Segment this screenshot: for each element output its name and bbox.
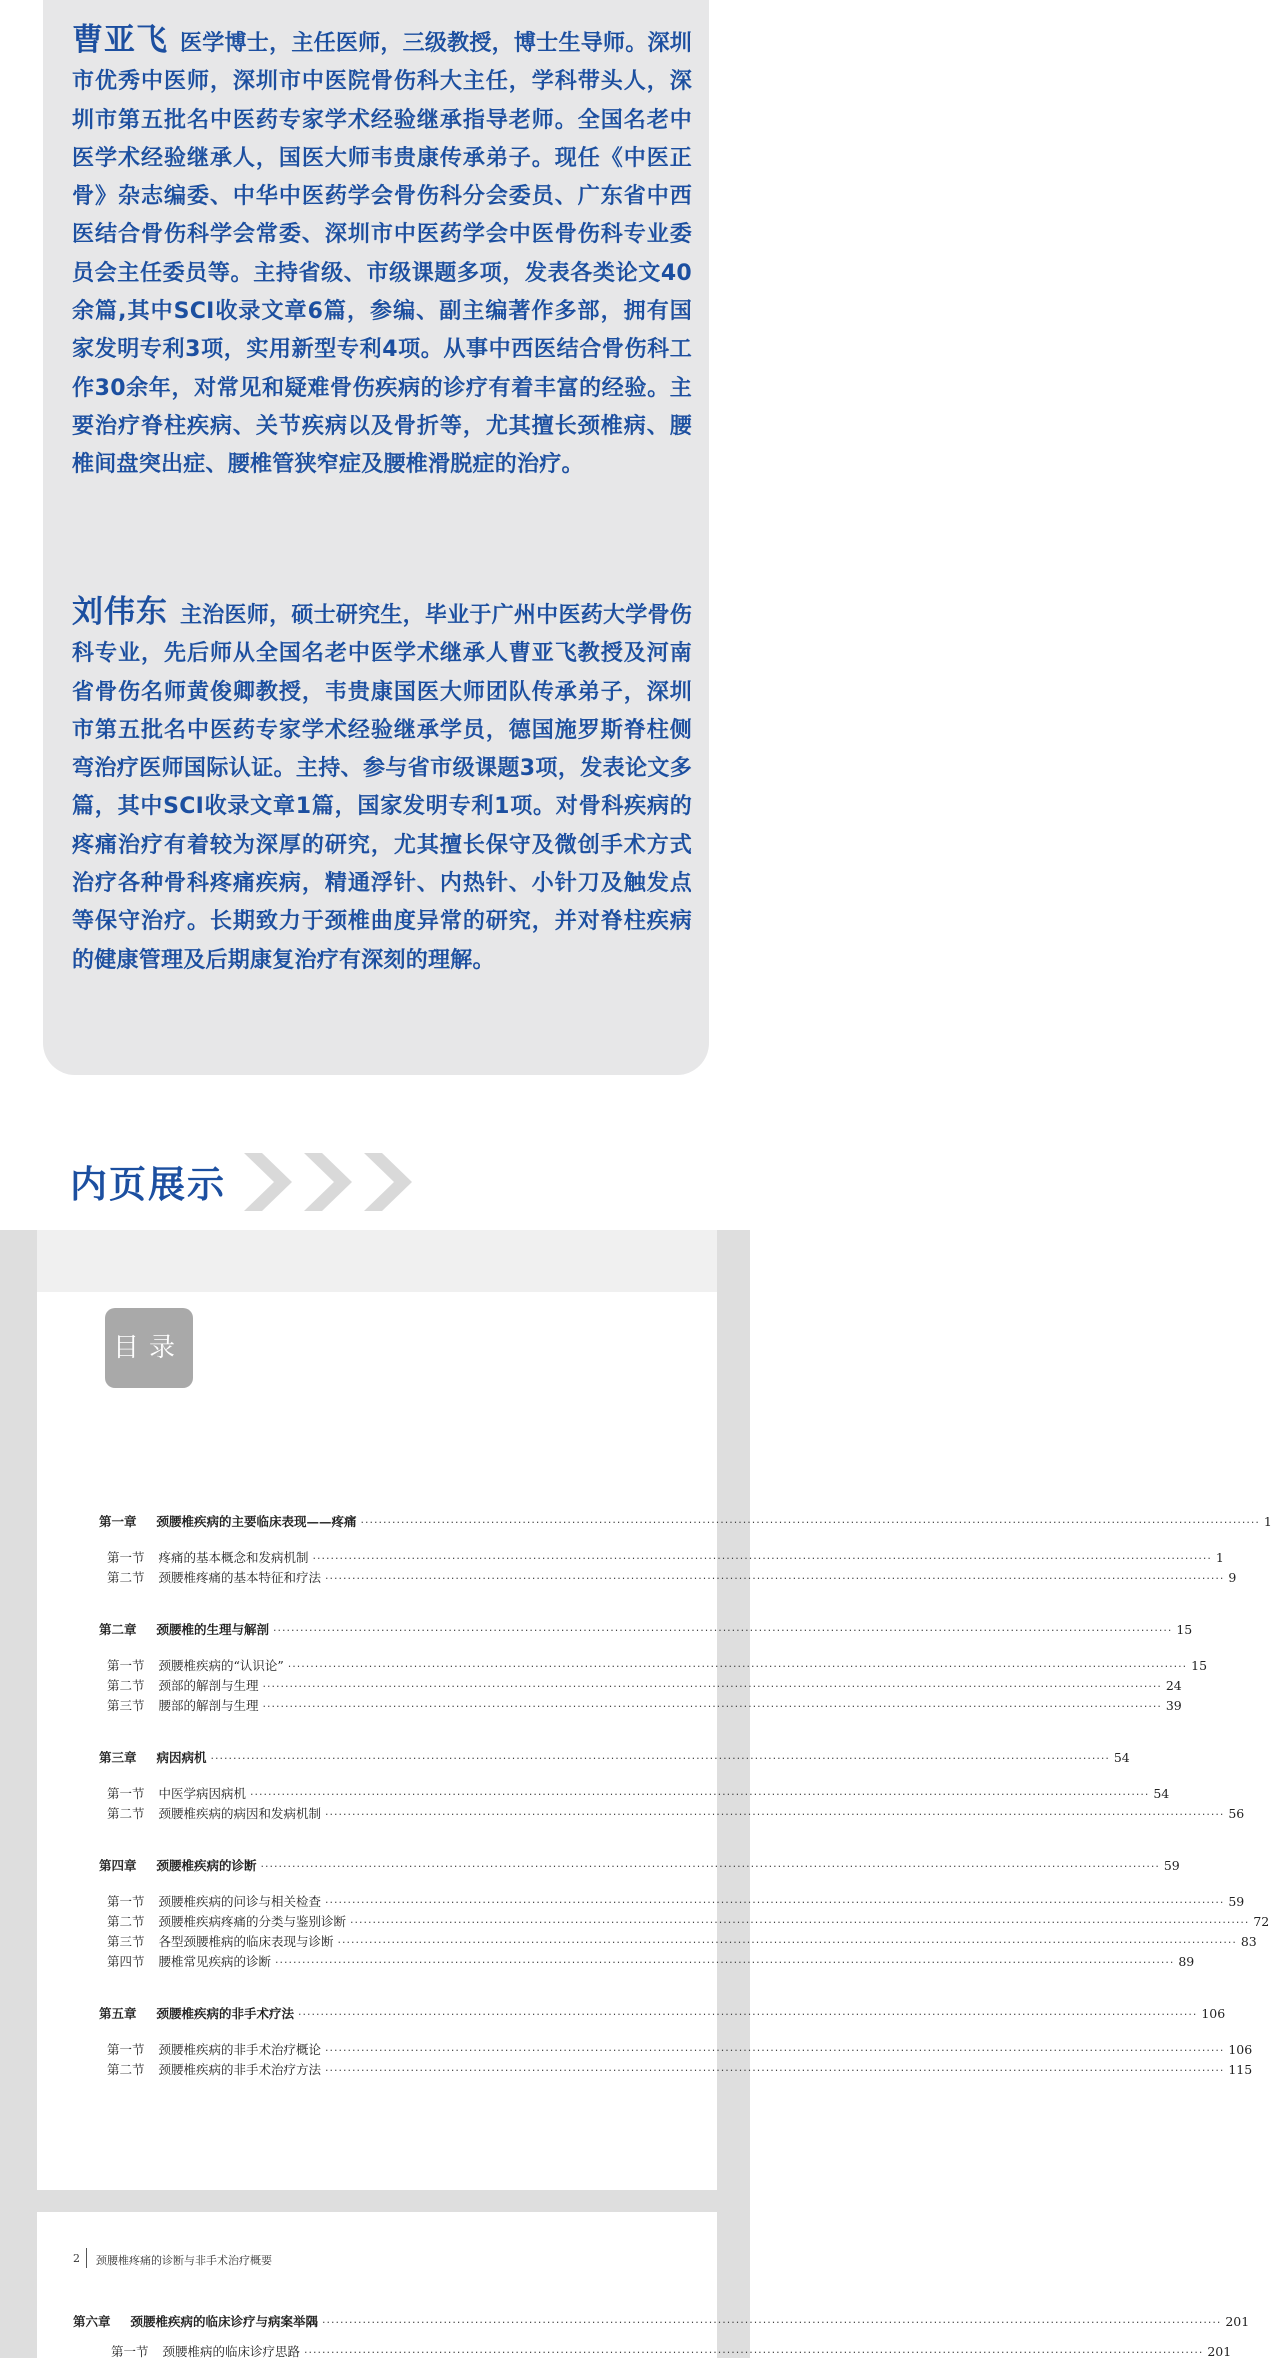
page-ref: 115 [1228,2062,1253,2077]
toc-section-row [107,1932,1257,1950]
section-number: 第三节 [107,1698,145,1713]
section-title-text: 颈腰椎疾病的问诊与相关检查 [158,1894,322,1909]
section-number: 第一节 [111,2344,149,2359]
toc-chapter-row [99,1512,1272,1530]
page-ref: 201 [1225,2314,1250,2329]
leader-dots: ········································································································································································································ [325,1572,1225,1585]
toc-section-label [107,1804,321,1822]
toc-chapter-label [99,1856,257,1874]
toc-section-label [107,1568,321,1586]
toc-section-row [107,1952,1195,1970]
author-bio-text: 主治医师，硕士研究生，毕业于广州中医药大学骨伤科专业，先后师从全国名老中医学术继承人曹亚飞教授及河南省骨伤名师黄俊卿教授，韦贵康国医大师团队传承弟子，深圳市第五批名中医药专家学术经验继承学员，德国施罗斯脊柱侧弯治疗医师国际认证。主持、参与省市级课题3项，发表论文多篇，其中SCI收录文章1篇，国家发明专利1项。对骨科疾病的疼痛治疗有着较为深厚的研究，尤其擅长保守及微创手术方式治疗各种骨科疼痛疾病，精通浮针、内热针、小针刀及触发点等保守治疗。长期致力于颈椎曲度异常的研究，并对脊柱疾病的健康管理及后期康复治疗有深刻的理解。 [72,603,692,973]
leader-dots: ········································································································································································································ [250,1788,1150,1801]
section-number: 第一节 [107,1550,145,1565]
toc-page-2 [37,2212,1250,2359]
chapter-title: 病因病机 [156,1750,207,1765]
page-ref: 83 [1240,1934,1257,1949]
toc-section-label [107,1932,334,1950]
section-number: 第二节 [107,2062,145,2077]
page-ref: 1 [1263,1514,1272,1529]
toc-section-row [107,1912,1270,1930]
toc-chapter-row [99,1620,1193,1638]
leader-dots: ········································································································································································································ [350,1916,1250,1929]
page-ref: 39 [1165,1698,1182,1713]
page-header-band [37,1230,717,1292]
leader-dots: ········································································································································································································ [210,1752,1110,1765]
toc-chapter-row [99,2004,1226,2022]
leader-dots: ········································································································································································································ [312,1552,1212,1565]
toc-heading: 目录 [105,1308,193,1388]
section-number: 第一节 [107,2042,145,2057]
header-divider [86,2248,87,2268]
page-ref: 56 [1228,1806,1245,1821]
section-title-text: 疼痛的基本概念和发病机制 [158,1550,309,1565]
section-number: 第三节 [107,1934,145,1949]
toc-section-row [107,1804,1245,1822]
leader-dots: ········································································································································································································ [360,1516,1260,1529]
toc-chapter-row [73,2312,1250,2330]
leader-dots: ········································································································································································································ [325,1808,1225,1821]
section-title-text: 颈腰椎疾病的病因和发病机制 [158,1806,322,1821]
toc-section-label [107,1892,321,1910]
leader-dots: ········································································································································································································ [262,1680,1162,1693]
toc-section-row [107,1892,1245,1910]
page-ref: 106 [1228,2042,1253,2057]
section-number: 第二节 [107,1570,145,1585]
toc-section-row [107,2060,1253,2078]
toc-section-row [107,1696,1182,1714]
toc-section-label [107,1696,259,1714]
page-ref: 24 [1165,1678,1182,1693]
page-ref: 59 [1163,1858,1180,1873]
section-number: 第四节 [107,1954,145,1969]
leader-dots: ········································································································································································································ [322,2316,1222,2329]
leader-dots: ········································································································································································································ [325,1896,1225,1909]
chapter-title: 颈腰椎疾病的诊断 [156,1858,257,1873]
toc-chapter-label [99,1512,357,1530]
toc-page [37,1230,1272,2190]
section-title-text: 颈腰椎疾病疼痛的分类与鉴别诊断 [158,1914,347,1929]
page-ref: 72 [1253,1914,1270,1929]
section-number: 第二节 [107,1914,145,1929]
section-number: 第一节 [107,1786,145,1801]
section-title-text: 各型颈腰椎病的临床表现与诊断 [158,1934,334,1949]
toc-chapter-label [73,2312,318,2330]
toc-section-row [107,1548,1224,1566]
section-title-text: 腰椎常见疾病的诊断 [158,1954,272,1969]
author-bio-card [43,0,709,1075]
toc-section-label [107,1656,284,1674]
page-ref: 15 [1191,1658,1208,1673]
toc-section-row [107,1676,1182,1694]
toc-section-label [107,1912,346,1930]
chapter-number: 第六章 [73,2314,111,2329]
section-title-text: 颈腰椎疾病的非手术治疗概论 [158,2042,322,2057]
leader-dots: ········································································································································································································ [325,2044,1225,2057]
page-ref: 59 [1228,1894,1245,1909]
toc-section-label [111,2342,300,2360]
toc-section-row [107,1568,1237,1586]
toc-chapter-label [99,1620,269,1638]
page-number: 2 [73,2252,80,2265]
section-title: 内页展示 [70,1163,226,1206]
toc-section-row [111,2342,1232,2360]
toc-chapter-row [99,1748,1130,1766]
chapter-number: 第一章 [99,1514,137,1529]
section-title-text: 颈腰椎病的临床诊疗思路 [162,2344,301,2359]
section-title-text: 颈腰椎疾病的非手术治疗方法 [158,2062,322,2077]
page-ref: 54 [1113,1750,1130,1765]
chapter-title: 颈腰椎的生理与解剖 [156,1622,270,1637]
author-name: 曹亚飞 [72,22,169,58]
toc-section-label [107,2040,321,2058]
leader-dots: ········································································································································································································ [287,1660,1188,1673]
chapter-title: 颈腰椎疾病的非手术疗法 [156,2006,295,2021]
page-ref: 201 [1207,2344,1232,2359]
running-title: 颈腰椎疼痛的诊断与非手术治疗概要 [96,2254,272,2267]
toc-section-row [107,1656,1208,1674]
page-ref: 9 [1228,1570,1237,1585]
toc-section-label [107,1952,271,1970]
toc-section-row [107,1784,1170,1802]
chapter-number: 第三章 [99,1750,137,1765]
chapter-number: 第二章 [99,1622,137,1637]
toc-section-label [107,2060,321,2078]
leader-dots: ········································································································································································································ [260,1860,1160,1873]
section-title-text: 颈腰椎疾病的“认识论” [158,1658,284,1673]
page-ref: 15 [1176,1622,1193,1637]
section-number: 第一节 [107,1658,145,1673]
toc-section-label [107,1548,309,1566]
author-bio-2 [72,593,692,980]
leader-dots: ········································································································································································································ [273,1624,1173,1637]
leader-dots: ········································································································································································································ [304,2346,1204,2359]
author-name: 刘伟东 [72,594,169,630]
toc-section-label [107,1676,259,1694]
leader-dots: ········································································································································································································ [325,2064,1225,2077]
leader-dots: ········································································································································································································ [337,1936,1237,1949]
section-number: 第一节 [107,1894,145,1909]
chevron-arrows-icon [244,1153,424,1211]
chapter-title: 颈腰椎疾病的主要临床表现——疼痛 [156,1514,357,1529]
toc-section-row [107,2040,1253,2058]
toc-chapter-label [99,1748,207,1766]
chapter-number: 第五章 [99,2006,137,2021]
page-ref: 1 [1215,1550,1224,1565]
leader-dots: ········································································································································································································ [275,1956,1175,1969]
chapter-number: 第四章 [99,1858,137,1873]
page-ref: 89 [1178,1954,1195,1969]
author-bio-text: 医学博士，主任医师，三级教授，博士生导师。深圳市优秀中医师，深圳市中医院骨伤科大主任，学科带头人，深圳市第五批名中医药专家学术经验继承指导老师。全国名老中医学术经验继承人，国医大师韦贵康传承弟子。现任《中医正骨》杂志编委、中华中医药学会骨伤科分会委员、广东省中西医结合骨伤科学会常委、深圳市中医药学会中医骨伤科专业委员会主任委员等。主持省级、市级课题多项，发表各类论文40余篇,其中SCI收录文章6篇，参编、副主编著作多部，拥有国家发明专利3项，实用新型专利4项。从事中西医结合骨伤科工作30余年，对常见和疑难骨伤疾病的诊疗有着丰富的经验。主要治疗脊柱疾病、关节疾病以及骨折等，尤其擅长颈椎病、腰椎间盘突出症、腰椎管狭窄症及腰椎滑脱症的治疗。 [72,31,692,478]
section-title-text: 腰部的解剖与生理 [158,1698,259,1713]
section-number: 第二节 [107,1678,145,1693]
page-ref: 106 [1201,2006,1226,2021]
section-number: 第二节 [107,1806,145,1821]
toc-chapter-label [99,2004,294,2022]
section-title-text: 颈腰椎疼痛的基本特征和疗法 [158,1570,322,1585]
toc-section-label [107,1784,246,1802]
author-bio-1 [72,21,692,485]
section-title-text: 颈部的解剖与生理 [158,1678,259,1693]
leader-dots: ········································································································································································································ [262,1700,1162,1713]
leader-dots: ········································································································································································································ [298,2008,1198,2021]
section-title-text: 中医学病因病机 [158,1786,247,1801]
chapter-title: 颈腰椎疾病的临床诊疗与病案举隅 [130,2314,319,2329]
page-ref: 54 [1153,1786,1170,1801]
toc-chapter-row [99,1856,1180,1874]
